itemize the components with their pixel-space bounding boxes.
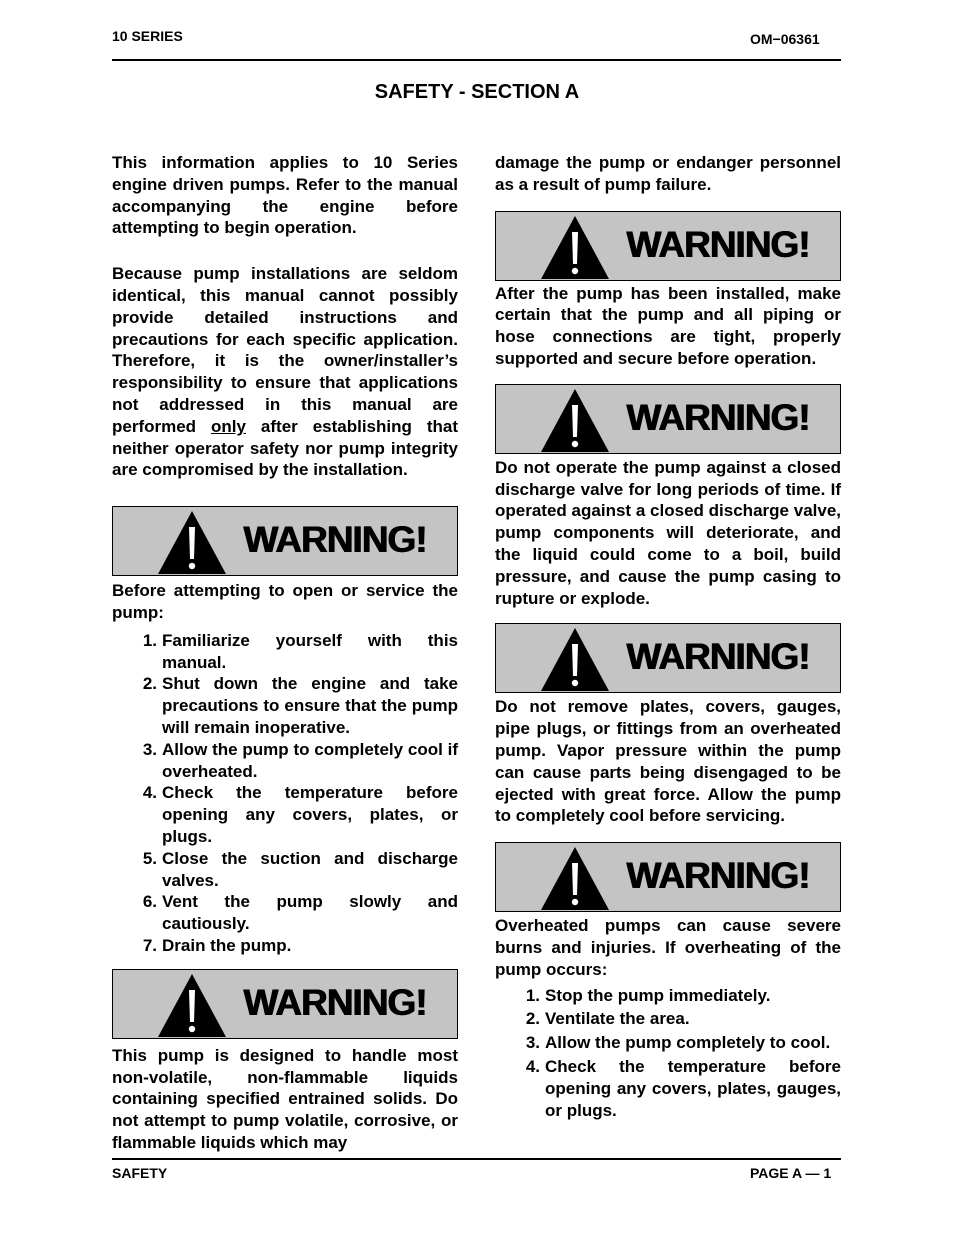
warning-box bbox=[495, 623, 841, 693]
step-text: Stop the pump immediately. bbox=[545, 985, 771, 1005]
step-text: Familiarize yourself with this manual. bbox=[162, 630, 458, 672]
warning-label: WARNING! bbox=[243, 519, 427, 561]
left-column bbox=[112, 152, 458, 1154]
list-item bbox=[112, 935, 458, 957]
list-item bbox=[495, 1056, 841, 1121]
warning-liquids-text: This pump is designed to handle most non-volatile, non-flammable liquids containing specified entrained solids. Do not attempt to pump volatile, corrosive, or flammable liquids which may bbox=[112, 1045, 458, 1152]
step-number: 3. bbox=[142, 739, 157, 759]
footer-section: SAFETY bbox=[112, 1165, 168, 1181]
list-item bbox=[112, 848, 458, 892]
list-item bbox=[495, 1032, 841, 1054]
warning-triangle-icon bbox=[538, 624, 612, 692]
step-text: Drain the pump. bbox=[162, 935, 292, 955]
step-number: 3. bbox=[525, 1033, 540, 1053]
list-item bbox=[112, 891, 458, 935]
service-steps-list bbox=[112, 630, 458, 957]
warning-box bbox=[112, 506, 458, 576]
only-underlined: only bbox=[211, 416, 246, 436]
header-doc-number: OM−06361 bbox=[750, 31, 820, 47]
warning-box bbox=[495, 211, 841, 281]
warning-label: WARNING! bbox=[626, 855, 810, 897]
warning-triangle-icon bbox=[155, 970, 229, 1038]
step-text: Check the temperature before opening any covers, plates, gauges, or plugs. bbox=[545, 1056, 841, 1120]
header-series: 10 SERIES bbox=[112, 28, 183, 44]
list-item bbox=[495, 985, 841, 1007]
step-number: 2. bbox=[525, 1009, 540, 1029]
step-text: Shut down the engine and take precautions to ensure that the pump will remain inoperative. bbox=[162, 674, 458, 737]
continued-text: damage the pump or endanger personnel as a result of pump failure. bbox=[495, 153, 841, 194]
warning-triangle-icon bbox=[538, 212, 612, 280]
step-number: 2. bbox=[142, 674, 157, 694]
warning-box bbox=[112, 969, 458, 1039]
step-number: 4. bbox=[525, 1056, 540, 1076]
step-number: 6. bbox=[142, 892, 157, 912]
warning-label: WARNING! bbox=[626, 223, 810, 265]
step-text: Allow the pump to completely cool if overheated. bbox=[162, 739, 458, 781]
list-item bbox=[112, 782, 458, 847]
warning-triangle-icon bbox=[538, 843, 612, 911]
warning-discharge-text: Do not operate the pump against a closed discharge valve for long periods of time. If operated against a closed discharge valve, pump components will deteriorate, and the liquid could come to a boil, build pressure, and cause the pump casing to rupture or explode. bbox=[495, 457, 841, 608]
step-number: 4. bbox=[142, 783, 157, 803]
warning-box bbox=[495, 384, 841, 454]
list-item bbox=[112, 673, 458, 738]
warning-label: WARNING! bbox=[626, 636, 810, 678]
intro-paragraph: This information applies to 10 Series engine driven pumps. Refer to the manual accompanying the engine before attempting to begin operation. bbox=[112, 153, 458, 238]
warning-installation-text: After the pump has been installed, make certain that the pump and all piping or hose connections are tight, properly supported and secure before operation. bbox=[495, 283, 841, 368]
step-text: Allow the pump completely to cool. bbox=[545, 1033, 831, 1053]
warning-service-text: Before attempting to open or service the pump: bbox=[112, 581, 458, 622]
footer-rule bbox=[112, 1158, 841, 1160]
responsibility-paragraph bbox=[112, 263, 458, 481]
list-item bbox=[112, 739, 458, 783]
header-rule bbox=[112, 59, 841, 61]
step-text: Vent the pump slowly and cautiously. bbox=[162, 892, 458, 934]
warning-label: WARNING! bbox=[243, 981, 427, 1023]
warning-box bbox=[495, 842, 841, 912]
list-item bbox=[112, 630, 458, 674]
step-number: 5. bbox=[142, 848, 157, 868]
warning-overheat-text: Overheated pumps can cause severe burns and injuries. If overheating of the pump occurs: bbox=[495, 916, 841, 979]
overheat-steps-list bbox=[495, 985, 841, 1122]
step-number: 1. bbox=[142, 630, 157, 650]
warning-label: WARNING! bbox=[626, 396, 810, 438]
warning-triangle-icon bbox=[538, 385, 612, 453]
step-text: Ventilate the area. bbox=[545, 1009, 690, 1029]
responsibility-text-b: after establishing that neither operator safety nor pump integrity are compromised by the installation. bbox=[112, 416, 458, 480]
right-column bbox=[495, 152, 841, 1121]
step-text: Check the temperature before opening any covers, plates, or plugs. bbox=[162, 783, 458, 846]
step-number: 7. bbox=[142, 935, 157, 955]
warning-vapor-text: Do not remove plates, covers, gauges, pipe plugs, or fittings from an overheated pump. Vapor pressure within the pump can cause parts being disengaged to be ejected with great force. Allow the pump to completely cool before servicing. bbox=[495, 697, 841, 826]
footer-page-number: PAGE A — 1 bbox=[750, 1165, 832, 1181]
list-item bbox=[495, 1008, 841, 1030]
step-number: 1. bbox=[525, 985, 540, 1005]
responsibility-text-a: Because pump installations are seldom identical, this manual cannot possibly provide detailed instructions and precautions for each specific application. Therefore, it is the owner/installer’s responsibility to ensure that applications not addressed in this manual are performed bbox=[112, 264, 458, 436]
warning-triangle-icon bbox=[155, 507, 229, 575]
page-title: SAFETY - SECTION A bbox=[374, 81, 580, 103]
step-text: Close the suction and discharge valves. bbox=[162, 848, 458, 890]
